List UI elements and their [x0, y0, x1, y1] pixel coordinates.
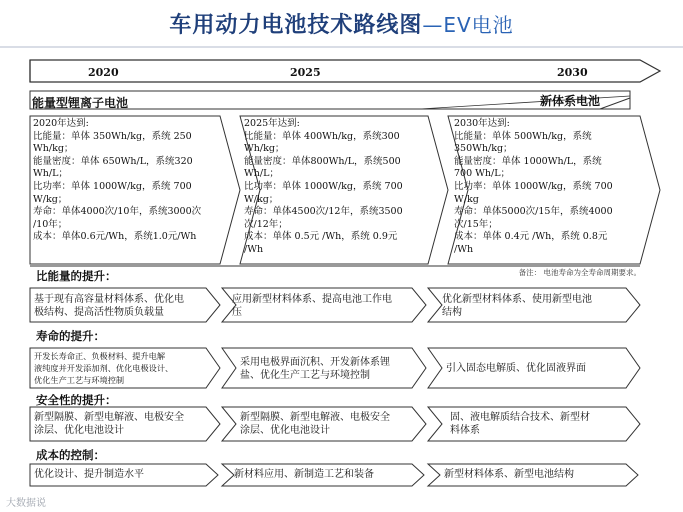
section-title-energy-density: 比能量的提升： [36, 269, 117, 283]
section-title-cost-control: 成本的控制： [36, 448, 105, 462]
section-title-safety: 安全性的提升： [36, 393, 117, 407]
phase-2030-targets: 2030年达到: 比能量：单体 500Wh/kg，系统 350Wh/kg； 能量密度：单体 1000Wh/L，系统 700 Wh/L； 比功率：单体 1000W/kg，系统 700 W/kg 寿命：单体5000次/15年，系统4000 次/15年； 成本：单体 0.4元 /Wh，系统 0.8元 /Wh [454, 118, 613, 255]
footnote: 备注： 电池寿命为全寿命周期要求。 [518, 268, 641, 277]
cost-control-2020: 优化设计、提升制造水平 [34, 469, 144, 480]
title-sub: —EV电池 [422, 13, 514, 37]
lifetime-2020: 开发长寿命正、负极材料、提升电解 液纯度并开发添加剂、优化电极设计、 优化生产工艺与环境控制 [34, 351, 174, 385]
energy-density-2030: 优化新型材料体系、使用新型电池 结构 [442, 294, 592, 318]
cost-control-2030: 新型材料体系、新型电池结构 [444, 469, 574, 480]
title-divider [0, 46, 683, 48]
page-title [0, 8, 683, 39]
energy-density-2025: 应用新型材料体系、提高电池工作电 压 [232, 294, 392, 318]
band-label-lithium-ion: 能量型锂离子电池 [32, 96, 129, 110]
title-main: 车用动力电池技术路线图 [169, 13, 423, 38]
safety-2030: 固、液电解质结合技术、新型材 料体系 [450, 412, 590, 436]
cost-control-2025: 新材料应用、新制造工艺和装备 [234, 469, 374, 480]
watermark: 大数据说 [6, 498, 46, 509]
lifetime-2030: 引入固态电解质、优化固液界面 [446, 363, 586, 374]
year-label-2020: 2020 [88, 66, 119, 79]
lifetime-2025: 采用电极界面沉积、开发新体系锂 盐、优化生产工艺与环境控制 [240, 357, 390, 381]
phase-2020-targets: 2020年达到: 比能量：单体 350Wh/kg，系统 250 Wh/kg； 能量密度：单体 650Wh/L，系统320 Wh/L； 比功率：单体 1000W/kg，系统 700 W/kg； 寿命：单体4000次/10年，系统3000次 /10年； 成本：单体0.6元/Wh，系统1.0元/Wh [33, 118, 202, 243]
year-label-2025: 2025 [290, 66, 321, 79]
energy-density-2020: 基于现有高容量材料体系、优化电 极结构、提高活性物质负载量 [34, 294, 184, 318]
safety-2020: 新型隔膜、新型电解液、电极安全 涂层、优化电池设计 [34, 412, 184, 436]
phase-2025-targets: 2025年达到: 比能量：单体 400Wh/kg，系统300 Wh/kg； 能量密度：单体800Wh/L，系统500 Wh/L； 比功率：单体 1000W/kg，系统 700 W/kg； 寿命：单体4500次/12年，系统3500 次/12年； 成本：单体 0.5元 /Wh，系统 0.9元 /Wh [244, 118, 403, 255]
safety-2025: 新型隔膜、新型电解液、电极安全 涂层、优化电池设计 [240, 412, 390, 436]
band-label-new-system: 新体系电池 [540, 94, 601, 108]
year-label-2030: 2030 [557, 66, 588, 79]
section-title-lifetime: 寿命的提升： [36, 329, 105, 343]
